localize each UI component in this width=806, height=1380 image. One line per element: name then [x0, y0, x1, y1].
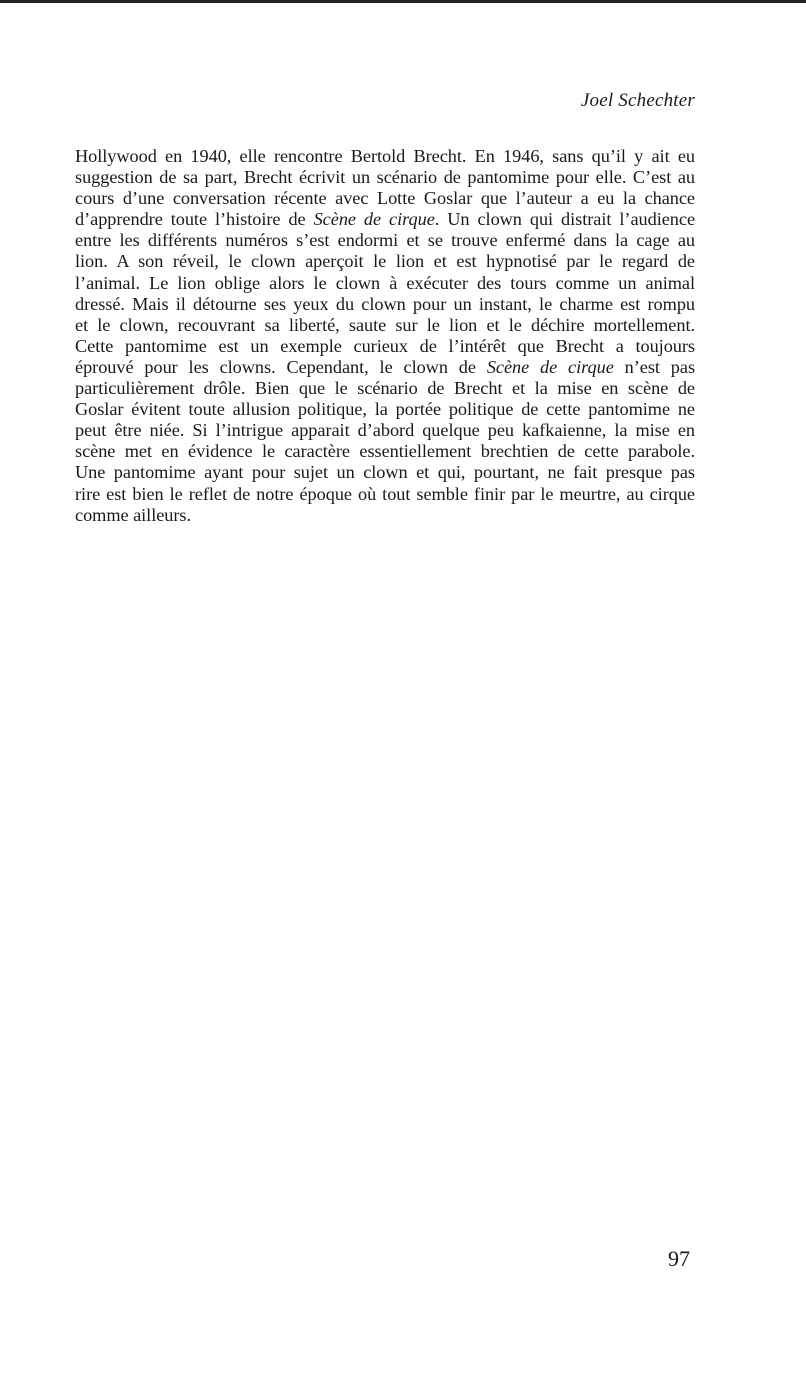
text-line: entre les différents numéros s’est endormi et se trouve enfermé dans la cage au: [75, 230, 695, 251]
text-line: cours d’une conversation récente avec Lotte Goslar que l’auteur a eu la chance: [75, 188, 695, 209]
page-number: 97: [668, 1246, 690, 1271]
body-paragraph: [75, 146, 695, 526]
text-line: rire est bien le reflet de notre époque où tout semble finir par le meurtre, au cirque: [75, 483, 695, 504]
text-line: peut être niée. Si l’intrigue apparait d’abord quelque peu kafkaienne, la mise en: [75, 420, 695, 441]
text-line: l’animal. Le lion oblige alors le clown à exécuter des tours comme un animal: [75, 272, 695, 293]
text-line: Goslar évitent toute allusion politique, la portée politique de cette pantomime ne: [75, 399, 695, 420]
text-line: scène met en évidence le caractère essentiellement brechtien de cette parabole.: [75, 441, 695, 462]
text-line: particulièrement drôle. Bien que le scénario de Brecht et la mise en scène de: [75, 378, 695, 399]
text-line: et le clown, recouvrant sa liberté, saute sur le lion et le déchire mortellement.: [75, 314, 695, 335]
top-border-rule: [0, 0, 806, 3]
work-title: Scène de cirque: [313, 209, 435, 230]
text-line: suggestion de sa part, Brecht écrivit un scénario de pantomime pour elle. C’est au: [75, 167, 695, 188]
text-line: lion. A son réveil, le clown aperçoit le lion et est hypnotisé par le regard de: [75, 251, 695, 272]
running-head-author: Joel Schechter: [580, 90, 695, 111]
work-title: Scène de cirque: [486, 356, 614, 377]
text-line: d’apprendre toute l’histoire de Scène de cirque. Un clown qui distrait l’audience: [75, 209, 696, 230]
text-line: Une pantomime ayant pour sujet un clown et qui, pourtant, ne fait presque pas: [75, 462, 695, 483]
text-line: éprouvé pour les clowns. Cependant, le clown de Scène de cirque n’est pas: [75, 356, 696, 377]
text-line: comme ailleurs.: [75, 504, 192, 525]
text-line: Hollywood en 1940, elle rencontre Bertold Brecht. En 1946, sans qu’il y ait eu: [75, 146, 695, 166]
text-line: Cette pantomime est un exemple curieux de l’intérêt que Brecht a toujours: [75, 335, 695, 356]
text-line: dressé. Mais il détourne ses yeux du clown pour un instant, le charme est rompu: [75, 293, 695, 314]
